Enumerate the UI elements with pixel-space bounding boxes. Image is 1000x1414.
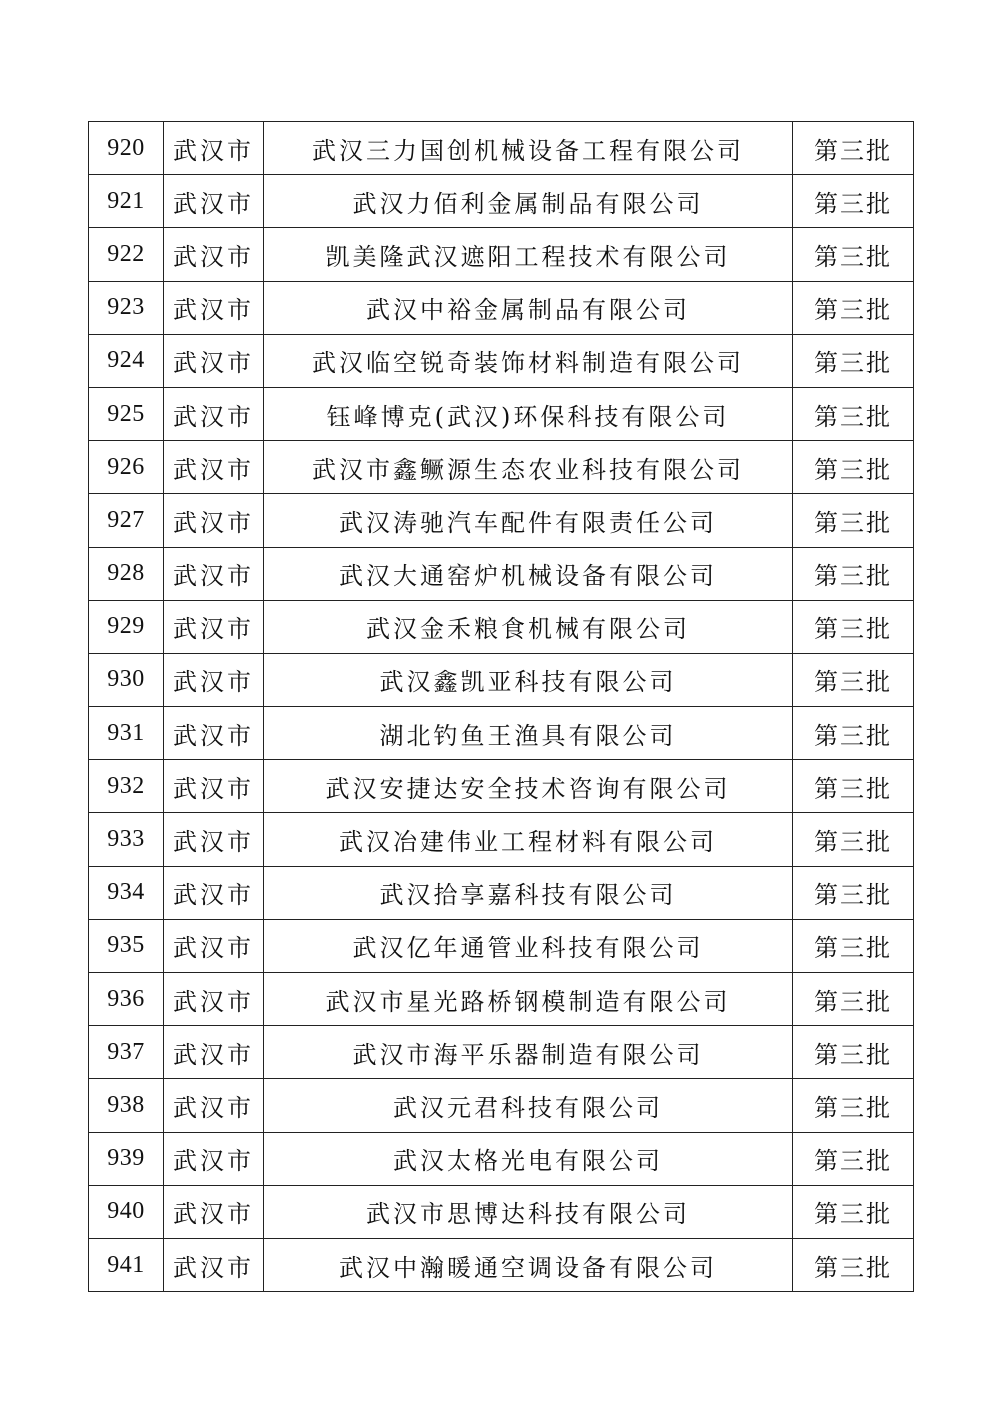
table-row [89,866,914,919]
table-row [89,919,914,972]
city-cell: 武汉市 [164,919,264,972]
city-cell: 武汉市 [164,387,264,440]
company-name-cell: 武汉亿年通管业科技有限公司 [264,919,793,972]
city-cell: 武汉市 [164,122,264,175]
city-cell: 武汉市 [164,494,264,547]
company-name-cell: 武汉拾享嘉科技有限公司 [264,866,793,919]
row-number-cell: 938 [89,1079,164,1132]
row-number-cell: 940 [89,1185,164,1238]
batch-cell: 第三批 [793,228,914,281]
row-number-cell: 925 [89,387,164,440]
company-name-cell: 凯美隆武汉遮阳工程技术有限公司 [264,228,793,281]
batch-cell: 第三批 [793,1238,914,1291]
city-cell: 武汉市 [164,1238,264,1291]
city-cell: 武汉市 [164,1132,264,1185]
row-number-cell: 934 [89,866,164,919]
company-name-cell: 武汉中瀚暖通空调设备有限公司 [264,1238,793,1291]
row-number-cell: 937 [89,1026,164,1079]
row-number-cell: 926 [89,441,164,494]
row-number-cell: 922 [89,228,164,281]
batch-cell: 第三批 [793,600,914,653]
row-number-cell: 931 [89,707,164,760]
table-row [89,281,914,334]
company-name-cell: 武汉鑫凯亚科技有限公司 [264,653,793,706]
company-list-table [88,121,914,1292]
batch-cell: 第三批 [793,441,914,494]
company-name-cell: 武汉冶建伟业工程材料有限公司 [264,813,793,866]
city-cell: 武汉市 [164,441,264,494]
table-row [89,813,914,866]
city-cell: 武汉市 [164,866,264,919]
row-number-cell: 935 [89,919,164,972]
batch-cell: 第三批 [793,919,914,972]
city-cell: 武汉市 [164,813,264,866]
batch-cell: 第三批 [793,1185,914,1238]
city-cell: 武汉市 [164,175,264,228]
company-name-cell: 武汉市鑫鳜源生态农业科技有限公司 [264,441,793,494]
city-cell: 武汉市 [164,760,264,813]
row-number-cell: 929 [89,600,164,653]
batch-cell: 第三批 [793,334,914,387]
city-cell: 武汉市 [164,334,264,387]
batch-cell: 第三批 [793,387,914,440]
table-row [89,334,914,387]
table-row [89,122,914,175]
batch-cell: 第三批 [793,122,914,175]
row-number-cell: 930 [89,653,164,706]
company-name-cell: 武汉大通窑炉机械设备有限公司 [264,547,793,600]
table-row [89,707,914,760]
row-number-cell: 932 [89,760,164,813]
row-number-cell: 920 [89,122,164,175]
company-name-cell: 湖北钓鱼王渔具有限公司 [264,707,793,760]
table-row [89,387,914,440]
batch-cell: 第三批 [793,1132,914,1185]
table-row [89,760,914,813]
city-cell: 武汉市 [164,1079,264,1132]
city-cell: 武汉市 [164,707,264,760]
company-name-cell: 武汉市星光路桥钢模制造有限公司 [264,973,793,1026]
batch-cell: 第三批 [793,1079,914,1132]
batch-cell: 第三批 [793,866,914,919]
table-row [89,973,914,1026]
table-row [89,1026,914,1079]
row-number-cell: 921 [89,175,164,228]
row-number-cell: 933 [89,813,164,866]
row-number-cell: 923 [89,281,164,334]
table-row [89,228,914,281]
city-cell: 武汉市 [164,600,264,653]
table-body [89,122,914,1292]
table-row [89,653,914,706]
row-number-cell: 941 [89,1238,164,1291]
company-name-cell: 武汉元君科技有限公司 [264,1079,793,1132]
batch-cell: 第三批 [793,707,914,760]
row-number-cell: 928 [89,547,164,600]
table-row [89,1079,914,1132]
city-cell: 武汉市 [164,547,264,600]
row-number-cell: 939 [89,1132,164,1185]
company-name-cell: 武汉金禾粮食机械有限公司 [264,600,793,653]
city-cell: 武汉市 [164,653,264,706]
table-row [89,441,914,494]
table-row [89,547,914,600]
batch-cell: 第三批 [793,653,914,706]
city-cell: 武汉市 [164,973,264,1026]
table-row [89,175,914,228]
company-name-cell: 武汉太格光电有限公司 [264,1132,793,1185]
company-name-cell: 武汉涛驰汽车配件有限责任公司 [264,494,793,547]
table-row [89,1185,914,1238]
city-cell: 武汉市 [164,228,264,281]
table-row [89,1238,914,1291]
batch-cell: 第三批 [793,494,914,547]
row-number-cell: 927 [89,494,164,547]
batch-cell: 第三批 [793,973,914,1026]
company-name-cell: 武汉市海平乐器制造有限公司 [264,1026,793,1079]
city-cell: 武汉市 [164,281,264,334]
table-row [89,600,914,653]
batch-cell: 第三批 [793,1026,914,1079]
table-row [89,1132,914,1185]
batch-cell: 第三批 [793,175,914,228]
company-name-cell: 武汉三力国创机械设备工程有限公司 [264,122,793,175]
batch-cell: 第三批 [793,813,914,866]
batch-cell: 第三批 [793,281,914,334]
company-name-cell: 武汉中裕金属制品有限公司 [264,281,793,334]
batch-cell: 第三批 [793,547,914,600]
city-cell: 武汉市 [164,1026,264,1079]
table-row [89,494,914,547]
row-number-cell: 936 [89,973,164,1026]
batch-cell: 第三批 [793,760,914,813]
row-number-cell: 924 [89,334,164,387]
city-cell: 武汉市 [164,1185,264,1238]
company-name-cell: 武汉市思博达科技有限公司 [264,1185,793,1238]
company-name-cell: 钰峰博克(武汉)环保科技有限公司 [264,387,793,440]
company-name-cell: 武汉力佰利金属制品有限公司 [264,175,793,228]
company-name-cell: 武汉安捷达安全技术咨询有限公司 [264,760,793,813]
company-name-cell: 武汉临空锐奇装饰材料制造有限公司 [264,334,793,387]
